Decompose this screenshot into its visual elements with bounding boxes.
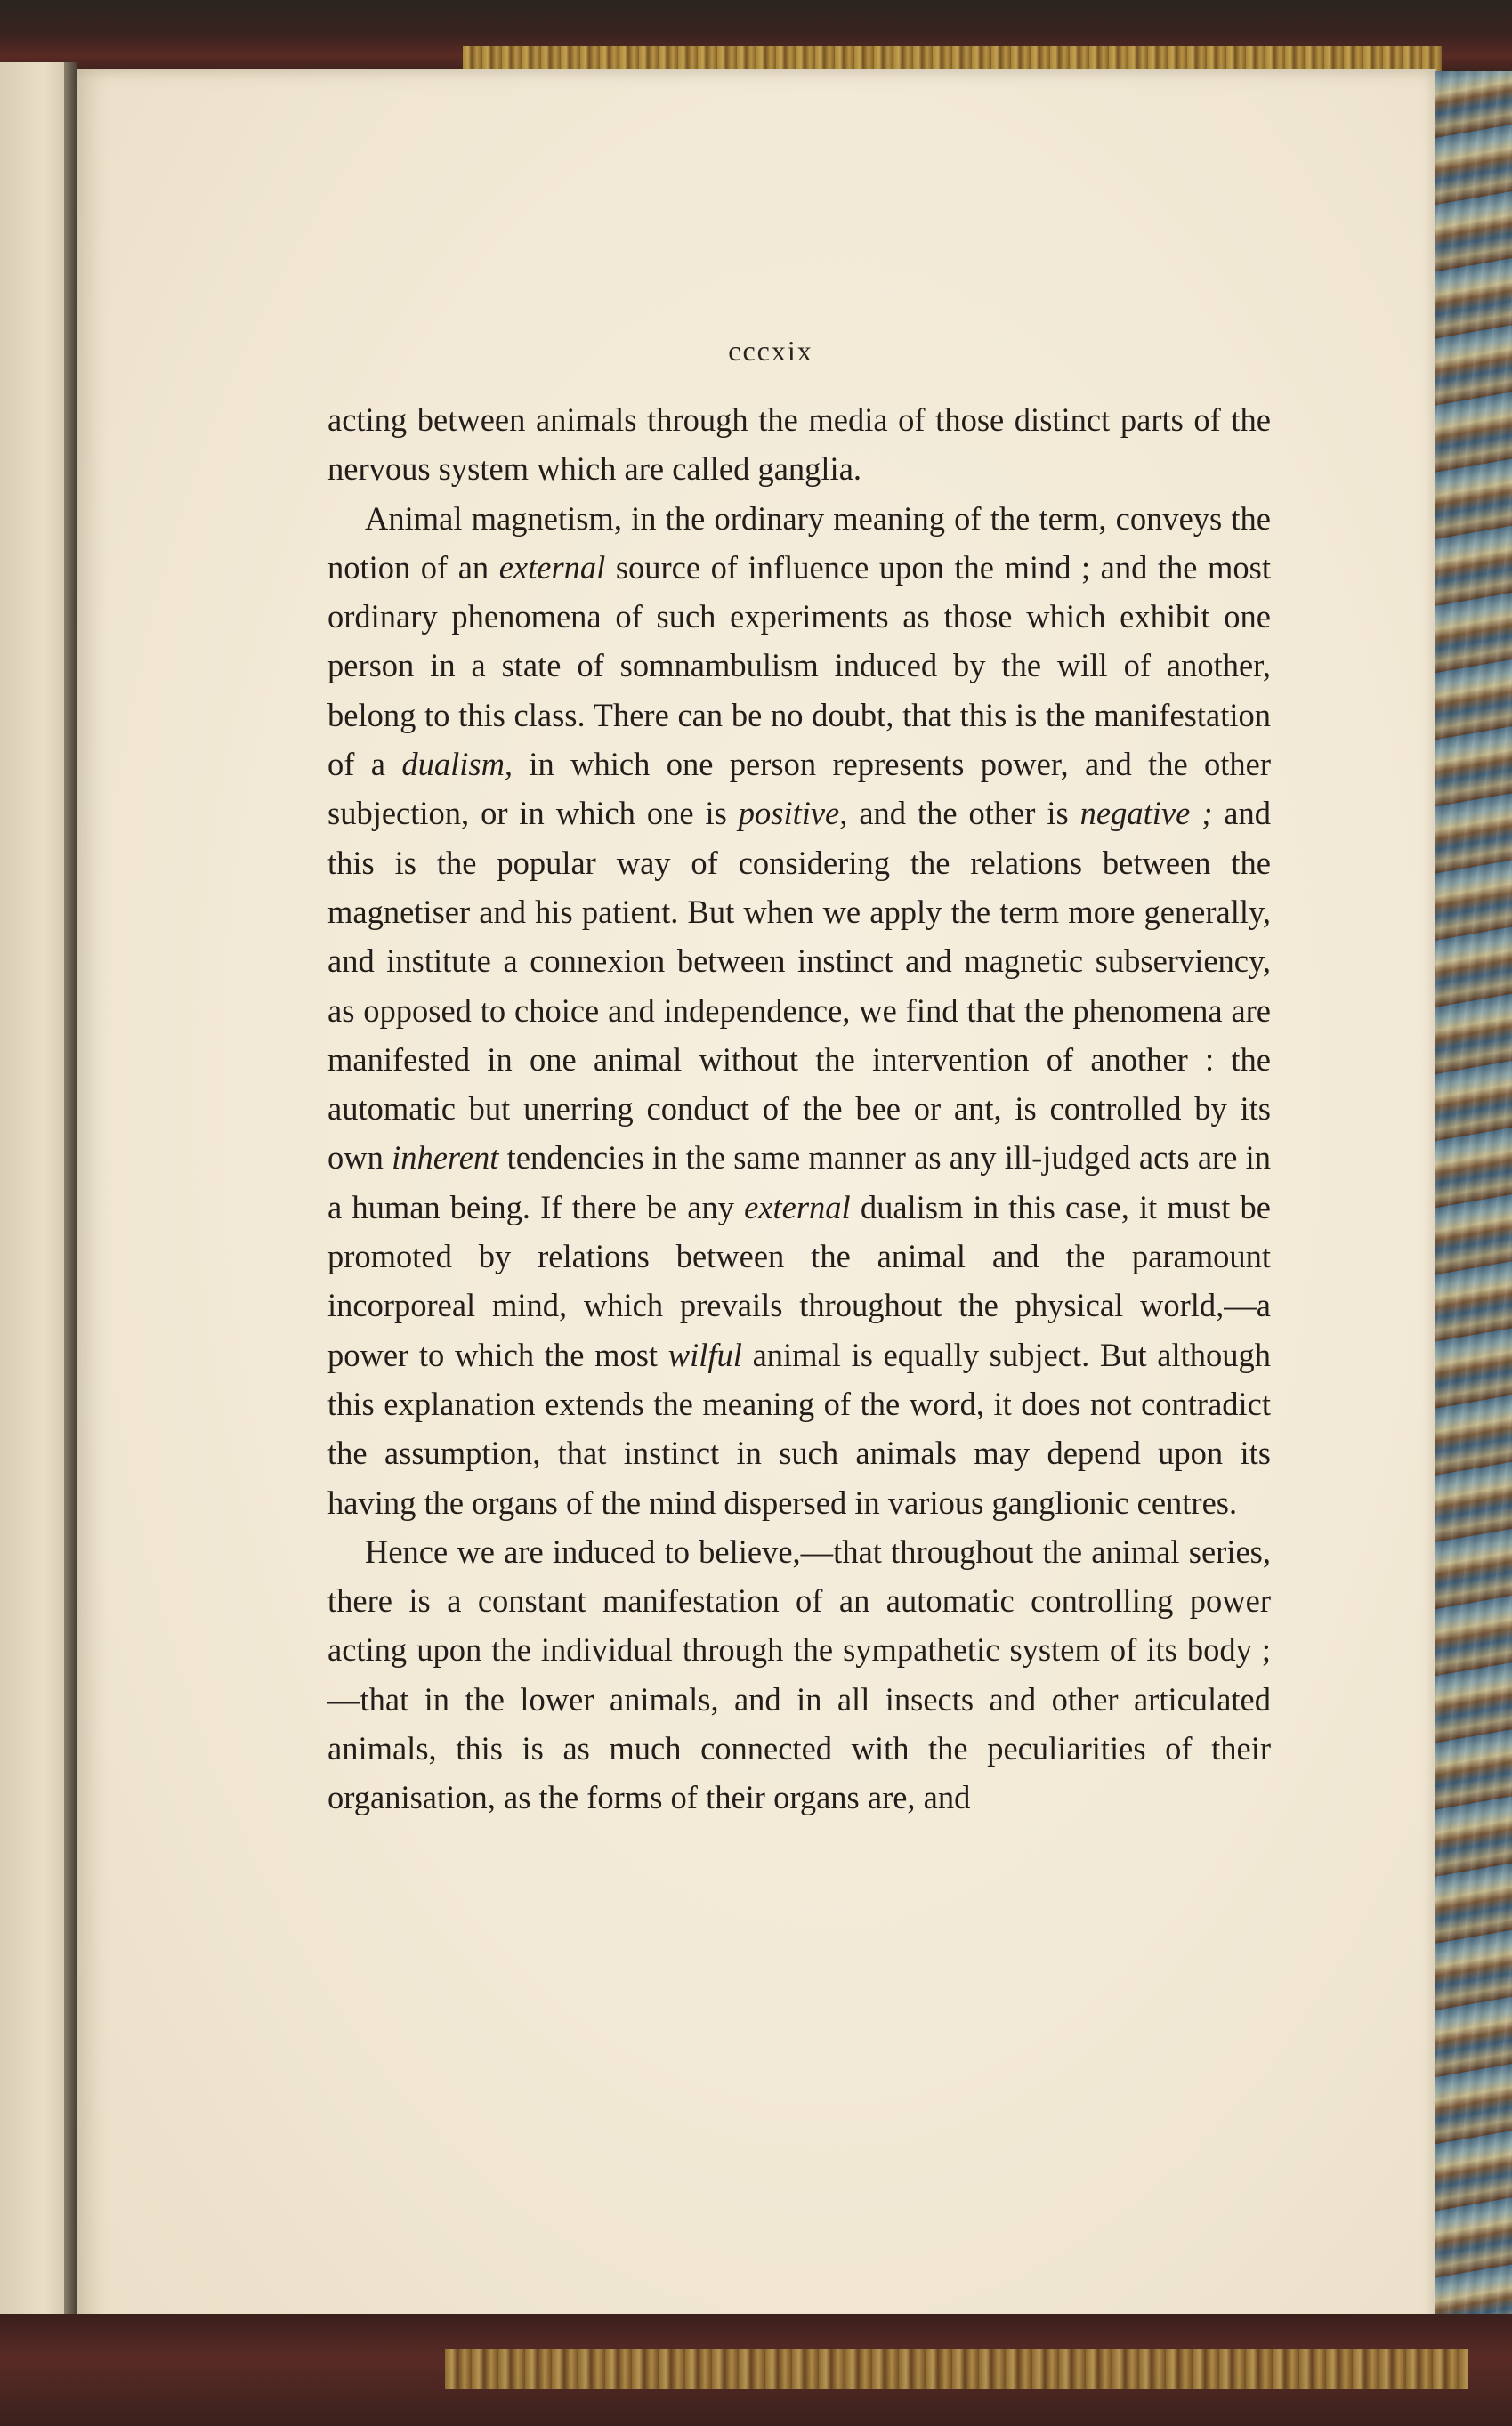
italic-term: wilful [667, 1336, 742, 1373]
text-segment: Animal magnetism, in the ordinary meaning of the term, conveys the notion of an [327, 499, 1271, 586]
italic-term: external [744, 1188, 851, 1225]
text-segment: and this is the popular way of considering the relations between the magnetiser and his patient. But when we apply the term more generally, and institute a connexion between instinct and magnetic subserviency, as opposed to choice and independence, we find that the phenomena are manifested in one animal without the intervention of another : the automatic but unerring conduct of the bee or ant, is controlled by its own [327, 795, 1271, 1177]
page-body-text [327, 395, 1271, 1823]
text-segment: in which one person represents power, and the other subjection, or in which one is [327, 746, 1271, 832]
paragraph-1 [327, 395, 1271, 494]
text-segment: tendencies in the same manner as any ill-judged acts are in a human being. If there be any [327, 1139, 1272, 1225]
paragraph-2 [327, 494, 1271, 1527]
page-number: cccxix [728, 335, 813, 367]
italic-term: positive, [738, 795, 848, 832]
book-gutter [64, 62, 77, 2358]
text-segment: and the other is [847, 795, 1080, 832]
paragraph-3 [327, 1527, 1271, 1823]
text-segment: acting between animals through the media of those distinct parts of the nervous system which are called ganglia. [327, 401, 1271, 488]
text-segment: dualism in this case, it must be promoted by relations between the animal and the paramount incorporeal mind, which prevails throughout the physical world,—a power to which the most [327, 1188, 1271, 1373]
text-segment: Hence we are induced to believe,—that throughout the animal series, there is a constant manifestation of an automatic controlling power acting upon the individual through the sympathetic system of its body ;—that in the lower animals, and in all insects and other articulated animals, this is as much connected with the peculiarities of their organisation, as the forms of their organs are, and [327, 1532, 1271, 1816]
italic-term: dualism, [401, 746, 513, 783]
italic-term: external [498, 548, 606, 586]
text-segment: source of influence upon the mind ; and the most ordinary phenomena of such experiments as those which exhibit one person in a state of somnambulism induced by the will of another, belong to this class. There can be no doubt, that this is the manifestation of a [327, 548, 1271, 783]
italic-term: negative ; [1079, 795, 1213, 832]
gilt-decoration-top [463, 46, 1442, 71]
facing-page-edge [0, 62, 73, 2358]
book-page [77, 69, 1436, 2348]
italic-term: inherent [392, 1139, 499, 1177]
text-segment: animal is equally subject. But although this explanation extends the meaning of the word, it does not contradict the assumption, that instinct in such animals may depend upon its having the organs of the mind dispersed in various ganglionic centres. [327, 1336, 1271, 1521]
gilt-decoration-bottom [445, 2349, 1468, 2389]
marbled-texture [1435, 71, 1512, 2349]
